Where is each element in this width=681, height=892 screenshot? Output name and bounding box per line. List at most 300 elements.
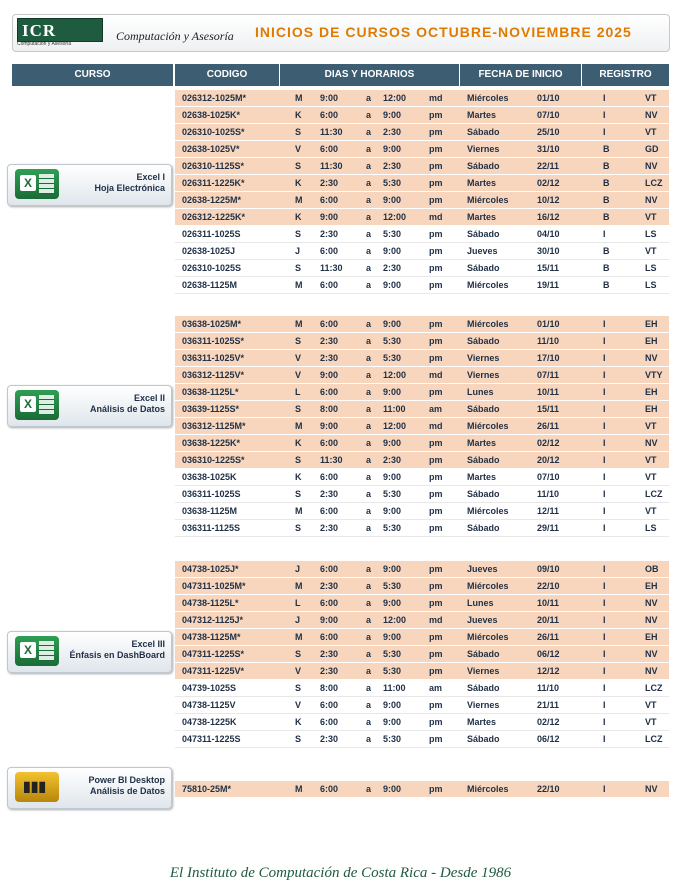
table-row	[175, 226, 669, 243]
cell-start: 6:00	[320, 598, 339, 608]
cell-start: 2:30	[320, 489, 339, 499]
cell-day: M	[295, 632, 303, 642]
table-row	[175, 520, 669, 537]
cell-start: 6:00	[320, 632, 339, 642]
cell-start: 11:30	[320, 263, 343, 273]
cell-code: 036310-1225S*	[182, 455, 245, 465]
table-row	[175, 350, 669, 367]
cell-a: a	[366, 319, 372, 329]
cell-weekday: Martes	[467, 178, 497, 188]
cell-code: 03638-1125L*	[182, 387, 239, 397]
cell-code: 047311-1225V*	[182, 666, 245, 676]
cell-date: 17/10	[537, 353, 560, 363]
cell-start: 2:30	[320, 666, 339, 676]
cell-date: 29/11	[537, 523, 560, 533]
cell-end: 2:30	[383, 263, 402, 273]
cell-end: 9:00	[383, 632, 402, 642]
cell-end: 12:00	[383, 421, 407, 431]
cell-date: 15/11	[537, 263, 560, 273]
cell-a: a	[366, 110, 372, 120]
cell-end: 9:00	[383, 110, 402, 120]
cell-a: a	[366, 178, 372, 188]
cell-reg: I	[603, 229, 606, 239]
cell-period: pm	[429, 353, 443, 363]
cell-end: 12:00	[383, 370, 407, 380]
cell-start: 6:00	[320, 472, 339, 482]
cell-inst: NV	[645, 195, 658, 205]
cell-inst: EH	[645, 387, 658, 397]
cell-start: 6:00	[320, 246, 339, 256]
cell-start: 2:30	[320, 523, 339, 533]
cell-start: 6:00	[320, 700, 339, 710]
cell-end: 11:00	[383, 404, 406, 414]
cell-period: pm	[429, 666, 443, 676]
cell-a: a	[366, 353, 372, 363]
cell-reg: I	[603, 370, 606, 380]
cell-start: 9:00	[320, 93, 339, 103]
cell-code: 03639-1125S*	[182, 404, 240, 414]
cell-date: 11/10	[537, 489, 560, 499]
table-row	[175, 731, 669, 748]
cell-reg: I	[603, 455, 606, 465]
cell-code: 026311-1225K*	[182, 178, 245, 188]
table-row	[175, 192, 669, 209]
cell-end: 5:30	[383, 353, 402, 363]
cell-period: pm	[429, 195, 443, 205]
cell-reg: I	[603, 564, 606, 574]
excel-icon: X	[15, 169, 59, 199]
cell-reg: I	[603, 506, 606, 516]
cell-reg: B	[603, 246, 610, 256]
cell-date: 19/11	[537, 280, 560, 290]
cell-inst: GD	[645, 144, 659, 154]
cell-reg: I	[603, 666, 606, 676]
table-row	[175, 680, 669, 697]
cell-code: 047311-1225S	[182, 734, 241, 744]
course-badge	[7, 164, 172, 206]
cell-reg: I	[603, 127, 606, 137]
course-badge	[7, 631, 172, 673]
cell-start: 6:00	[320, 110, 339, 120]
cell-weekday: Miércoles	[467, 421, 509, 431]
table-row	[175, 243, 669, 260]
cell-inst: VT	[645, 506, 657, 516]
cell-end: 5:30	[383, 666, 402, 676]
cell-inst: LCZ	[645, 734, 663, 744]
cell-inst: EH	[645, 319, 658, 329]
table-row	[175, 646, 669, 663]
table-row	[175, 316, 669, 333]
cell-day: J	[295, 246, 301, 256]
cell-a: a	[366, 195, 372, 205]
cell-end: 5:30	[383, 649, 402, 659]
course-badge-text	[69, 639, 165, 661]
cell-date: 15/11	[537, 404, 560, 414]
cell-end: 9:00	[383, 144, 402, 154]
cell-day: S	[295, 455, 302, 465]
cell-date: 01/10	[537, 93, 560, 103]
cell-start: 6:00	[320, 784, 339, 794]
cell-reg: I	[603, 734, 606, 744]
cell-a: a	[366, 370, 372, 380]
cell-inst: NV	[645, 598, 658, 608]
table-row	[175, 333, 669, 350]
cell-weekday: Sábado	[467, 127, 500, 137]
cell-inst: LS	[645, 263, 657, 273]
cell-start: 9:00	[320, 421, 339, 431]
cell-weekday: Sábado	[467, 683, 500, 693]
cell-start: 9:00	[320, 615, 339, 625]
cell-a: a	[366, 784, 372, 794]
cell-code: 03638-1125M	[182, 506, 238, 516]
cell-day: S	[295, 161, 302, 171]
cell-period: pm	[429, 455, 443, 465]
page-header	[12, 14, 670, 52]
cell-day: M	[295, 784, 303, 794]
cell-period: pm	[429, 472, 443, 482]
cell-day: M	[295, 195, 303, 205]
cell-day: L	[295, 598, 301, 608]
cell-period: pm	[429, 564, 443, 574]
cell-inst: VT	[645, 472, 657, 482]
table-row	[175, 578, 669, 595]
cell-code: 026310-1025S	[182, 263, 242, 273]
cell-end: 9:00	[383, 438, 402, 448]
cell-inst: NV	[645, 110, 658, 120]
course-subtitle: Análisis de Datos	[89, 786, 165, 796]
cell-weekday: Jueves	[467, 246, 498, 256]
cell-day: M	[295, 581, 303, 591]
cell-day: S	[295, 523, 302, 533]
cell-period: pm	[429, 229, 443, 239]
cell-code: 04738-1125M*	[182, 632, 241, 642]
cell-period: pm	[429, 127, 443, 137]
table-row	[175, 107, 669, 124]
cell-start: 6:00	[320, 717, 339, 727]
cell-period: pm	[429, 280, 443, 290]
cell-a: a	[366, 506, 372, 516]
cell-a: a	[366, 700, 372, 710]
cell-a: a	[366, 734, 372, 744]
cell-period: pm	[429, 523, 443, 533]
cell-start: 6:00	[320, 564, 339, 574]
cell-weekday: Miércoles	[467, 93, 509, 103]
cell-inst: VT	[645, 212, 657, 222]
cell-inst: EH	[645, 404, 658, 414]
cell-inst: VT	[645, 127, 657, 137]
cell-a: a	[366, 472, 372, 482]
institute-logo	[17, 18, 101, 46]
cell-start: 6:00	[320, 438, 339, 448]
cell-a: a	[366, 229, 372, 239]
cell-inst: LCZ	[645, 178, 663, 188]
table-row	[175, 277, 669, 294]
cell-reg: I	[603, 336, 606, 346]
cell-date: 11/10	[537, 683, 560, 693]
cell-period: pm	[429, 700, 443, 710]
table-row	[175, 561, 669, 578]
cell-end: 2:30	[383, 127, 402, 137]
cell-code: 026310-1025S*	[182, 127, 245, 137]
cell-date: 25/10	[537, 127, 560, 137]
cell-code: 03638-1225K*	[182, 438, 241, 448]
power-bi-icon: ▮▮▮	[15, 772, 59, 802]
cell-end: 5:30	[383, 523, 402, 533]
cell-day: S	[295, 263, 302, 273]
cell-reg: I	[603, 649, 606, 659]
cell-reg: B	[603, 178, 610, 188]
cell-code: 75810-25M*	[182, 784, 232, 794]
cell-reg: I	[603, 421, 606, 431]
cell-inst: VT	[645, 246, 657, 256]
logo-text: ICR	[22, 21, 57, 40]
cell-date: 30/10	[537, 246, 560, 256]
cell-period: pm	[429, 632, 443, 642]
table-row	[175, 663, 669, 680]
cell-end: 9:00	[383, 784, 402, 794]
cell-day: K	[295, 472, 302, 482]
cell-inst: EH	[645, 581, 658, 591]
cell-date: 01/10	[537, 319, 560, 329]
cell-day: K	[295, 438, 302, 448]
cell-inst: VT	[645, 717, 657, 727]
table-row	[175, 629, 669, 646]
table-row	[175, 141, 669, 158]
cell-day: V	[295, 700, 302, 710]
cell-weekday: Sábado	[467, 734, 500, 744]
cell-period: pm	[429, 649, 443, 659]
cell-weekday: Miércoles	[467, 195, 509, 205]
cell-weekday: Sábado	[467, 523, 500, 533]
cell-end: 9:00	[383, 246, 402, 256]
cell-weekday: Lunes	[467, 387, 494, 397]
cell-end: 11:00	[383, 683, 406, 693]
cell-date: 12/12	[537, 666, 560, 676]
cell-end: 2:30	[383, 455, 402, 465]
cell-code: 047312-1125J*	[182, 615, 244, 625]
cell-inst: VT	[645, 421, 657, 431]
cell-end: 12:00	[383, 212, 407, 222]
cell-code: 026310-1125S*	[182, 161, 245, 171]
cell-start: 6:00	[320, 319, 339, 329]
cell-weekday: Martes	[467, 212, 497, 222]
cell-reg: I	[603, 615, 606, 625]
cell-a: a	[366, 246, 372, 256]
cell-day: S	[295, 404, 302, 414]
cell-a: a	[366, 717, 372, 727]
cell-reg: I	[603, 489, 606, 499]
cell-start: 6:00	[320, 144, 339, 154]
cell-day: K	[295, 212, 302, 222]
cell-a: a	[366, 161, 372, 171]
cell-weekday: Sábado	[467, 336, 500, 346]
cell-code: 03638-1025K	[182, 472, 237, 482]
cell-reg: I	[603, 93, 606, 103]
cell-inst: VT	[645, 700, 657, 710]
cell-start: 6:00	[320, 506, 339, 516]
cell-day: V	[295, 144, 302, 154]
cell-start: 8:00	[320, 683, 339, 693]
cell-start: 9:00	[320, 212, 339, 222]
table-row	[175, 260, 669, 277]
cell-code: 036311-1025S	[182, 489, 241, 499]
cell-end: 5:30	[383, 336, 402, 346]
cell-code: 02638-1025V*	[182, 144, 240, 154]
cell-day: S	[295, 336, 302, 346]
cell-date: 31/10	[537, 144, 560, 154]
course-name: Excel II	[133, 393, 165, 403]
column-header-codigo: CODIGO	[175, 64, 280, 86]
cell-date: 02/12	[537, 717, 560, 727]
cell-day: S	[295, 489, 302, 499]
cell-reg: I	[603, 683, 606, 693]
cell-end: 12:00	[383, 93, 407, 103]
cell-end: 9:00	[383, 319, 402, 329]
cell-end: 9:00	[383, 280, 402, 290]
cell-end: 9:00	[383, 717, 402, 727]
cell-reg: B	[603, 195, 610, 205]
cell-reg: I	[603, 523, 606, 533]
cell-a: a	[366, 523, 372, 533]
cell-period: md	[429, 212, 443, 222]
cell-period: pm	[429, 506, 443, 516]
cell-date: 22/10	[537, 581, 560, 591]
table-row	[175, 469, 669, 486]
cell-period: md	[429, 615, 443, 625]
cell-reg: I	[603, 387, 606, 397]
cell-reg: I	[603, 319, 606, 329]
cell-end: 2:30	[383, 161, 402, 171]
excel-icon: X	[15, 636, 59, 666]
cell-inst: EH	[645, 632, 658, 642]
cell-date: 16/12	[537, 212, 560, 222]
column-header-dias-horarios: DIAS Y HORARIOS	[280, 64, 460, 86]
cell-code: 026312-1025M*	[182, 93, 247, 103]
cell-end: 12:00	[383, 615, 407, 625]
cell-date: 20/11	[537, 615, 560, 625]
table-row	[175, 90, 669, 107]
cell-end: 9:00	[383, 387, 402, 397]
table-row	[175, 486, 669, 503]
cell-period: pm	[429, 489, 443, 499]
cell-weekday: Sábado	[467, 649, 500, 659]
cell-day: S	[295, 127, 302, 137]
cell-reg: I	[603, 717, 606, 727]
cell-inst: NV	[645, 438, 658, 448]
cell-date: 22/10	[537, 784, 560, 794]
cell-reg: I	[603, 581, 606, 591]
cell-a: a	[366, 489, 372, 499]
cell-weekday: Miércoles	[467, 784, 509, 794]
cell-weekday: Lunes	[467, 598, 494, 608]
cell-start: 2:30	[320, 336, 339, 346]
cell-day: V	[295, 353, 302, 363]
course-badge-text	[90, 393, 165, 415]
cell-period: pm	[429, 161, 443, 171]
cell-start: 2:30	[320, 649, 339, 659]
cell-day: M	[295, 421, 303, 431]
table-row	[175, 781, 669, 798]
cell-date: 06/12	[537, 734, 560, 744]
cell-day: S	[295, 734, 302, 744]
cell-weekday: Martes	[467, 472, 497, 482]
cell-weekday: Viernes	[467, 353, 500, 363]
cell-period: pm	[429, 246, 443, 256]
cell-start: 2:30	[320, 178, 339, 188]
cell-date: 07/10	[537, 472, 560, 482]
page-title: INICIOS DE CURSOS OCTUBRE-NOVIEMBRE 2025	[255, 24, 632, 40]
cell-a: a	[366, 649, 372, 659]
cell-day: V	[295, 666, 302, 676]
cell-date: 07/11	[537, 370, 560, 380]
course-badge-text	[88, 775, 165, 797]
cell-reg: B	[603, 212, 610, 222]
cell-end: 5:30	[383, 178, 402, 188]
cell-weekday: Viernes	[467, 700, 500, 710]
cell-reg: I	[603, 598, 606, 608]
cell-code: 026312-1225K*	[182, 212, 246, 222]
table-row	[175, 158, 669, 175]
course-subtitle: Hoja Electrónica	[94, 183, 165, 193]
cell-a: a	[366, 387, 372, 397]
cell-inst: NV	[645, 353, 658, 363]
cell-a: a	[366, 263, 372, 273]
cell-end: 5:30	[383, 581, 402, 591]
cell-date: 11/10	[537, 336, 560, 346]
cell-day: L	[295, 387, 301, 397]
cell-reg: B	[603, 280, 610, 290]
cell-end: 9:00	[383, 598, 402, 608]
footer-slogan: El Instituto de Computación de Costa Rica - Desde 1986	[169, 865, 512, 881]
cell-a: a	[366, 144, 372, 154]
cell-reg: I	[603, 353, 606, 363]
cell-period: pm	[429, 110, 443, 120]
cell-code: 02638-1025J	[182, 246, 236, 256]
logo-subtext: Computación y Asesoría	[17, 41, 72, 47]
cell-reg: I	[603, 404, 606, 414]
table-row	[175, 503, 669, 520]
cell-date: 10/11	[537, 387, 560, 397]
cell-period: md	[429, 93, 443, 103]
cell-period: pm	[429, 319, 443, 329]
cell-start: 11:30	[320, 161, 343, 171]
cell-period: pm	[429, 734, 443, 744]
column-header-curso: CURSO	[12, 64, 174, 86]
cell-reg: B	[603, 263, 610, 273]
cell-period: am	[429, 404, 443, 414]
cell-start: 11:30	[320, 127, 343, 137]
cell-start: 2:30	[320, 734, 339, 744]
cell-start: 2:30	[320, 229, 339, 239]
cell-day: S	[295, 229, 302, 239]
cell-start: 6:00	[320, 280, 339, 290]
cell-date: 10/11	[537, 598, 560, 608]
table-row	[175, 435, 669, 452]
cell-end: 9:00	[383, 472, 402, 482]
cell-weekday: Sábado	[467, 229, 500, 239]
cell-start: 8:00	[320, 404, 339, 414]
cell-inst: LS	[645, 523, 657, 533]
cell-date: 04/10	[537, 229, 560, 239]
table-row	[175, 714, 669, 731]
cell-date: 02/12	[537, 438, 560, 448]
cell-date: 21/11	[537, 700, 560, 710]
cell-start: 6:00	[320, 195, 339, 205]
cell-reg: I	[603, 632, 606, 642]
cell-weekday: Sábado	[467, 263, 500, 273]
course-name: Excel I	[136, 172, 165, 182]
cell-end: 5:30	[383, 489, 402, 499]
